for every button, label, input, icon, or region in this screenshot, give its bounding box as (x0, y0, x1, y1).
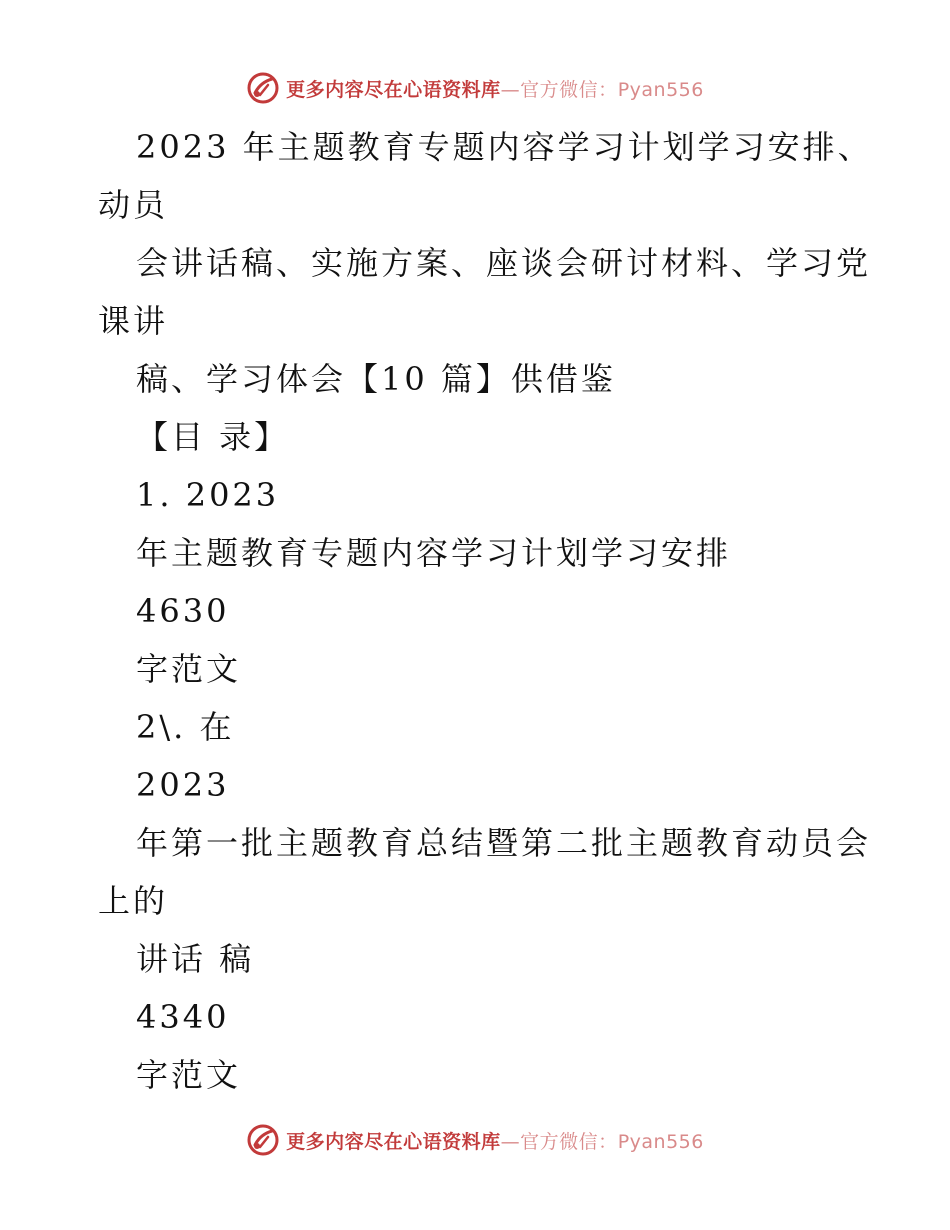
brand-text: 更多内容尽在心语资料库 (286, 1130, 501, 1153)
official-label: 官方微信： (520, 78, 618, 101)
toc-line: 2023 (136, 766, 230, 804)
header-banner (0, 68, 950, 108)
red-brush-seal-icon (246, 1123, 280, 1157)
toc-line: 2\. 在 (136, 708, 235, 746)
title-line-1: 2023 年主题教育专题内容学习计划学习安排、 (136, 128, 873, 166)
toc-line: 年主题教育专题内容学习计划学习安排 (136, 534, 732, 572)
red-brush-seal-icon (246, 71, 280, 105)
footer-banner (0, 1120, 950, 1160)
title-line-4: 课讲 (98, 302, 169, 340)
document-body (98, 118, 873, 1104)
title-line-5: 稿、学习体会【10 篇】供借鉴 (136, 360, 616, 398)
toc-heading: 【目 录】 (136, 418, 290, 456)
toc-line: 4340 (136, 998, 230, 1036)
toc-line: 上的 (98, 882, 169, 920)
wechat-id: Pyan556 (617, 1130, 704, 1153)
toc-line: 讲话 稿 (136, 940, 255, 978)
wechat-id: Pyan556 (617, 78, 704, 101)
banner-dash: — (500, 78, 521, 101)
toc-line: 1. 2023 (136, 476, 280, 514)
banner-text (286, 75, 704, 102)
banner-text (286, 1127, 704, 1154)
toc-line: 4630 (136, 592, 230, 630)
toc-line: 年第一批主题教育总结暨第二批主题教育动员会 (136, 824, 872, 862)
toc-line: 字范文 (136, 1056, 242, 1094)
official-label: 官方微信： (520, 1130, 618, 1153)
brand-text: 更多内容尽在心语资料库 (286, 78, 501, 101)
banner-dash: — (500, 1130, 521, 1153)
toc-line: 字范文 (136, 650, 242, 688)
title-line-2: 动员 (98, 186, 169, 224)
title-line-3: 会讲话稿、实施方案、座谈会研讨材料、学习党 (136, 244, 872, 282)
